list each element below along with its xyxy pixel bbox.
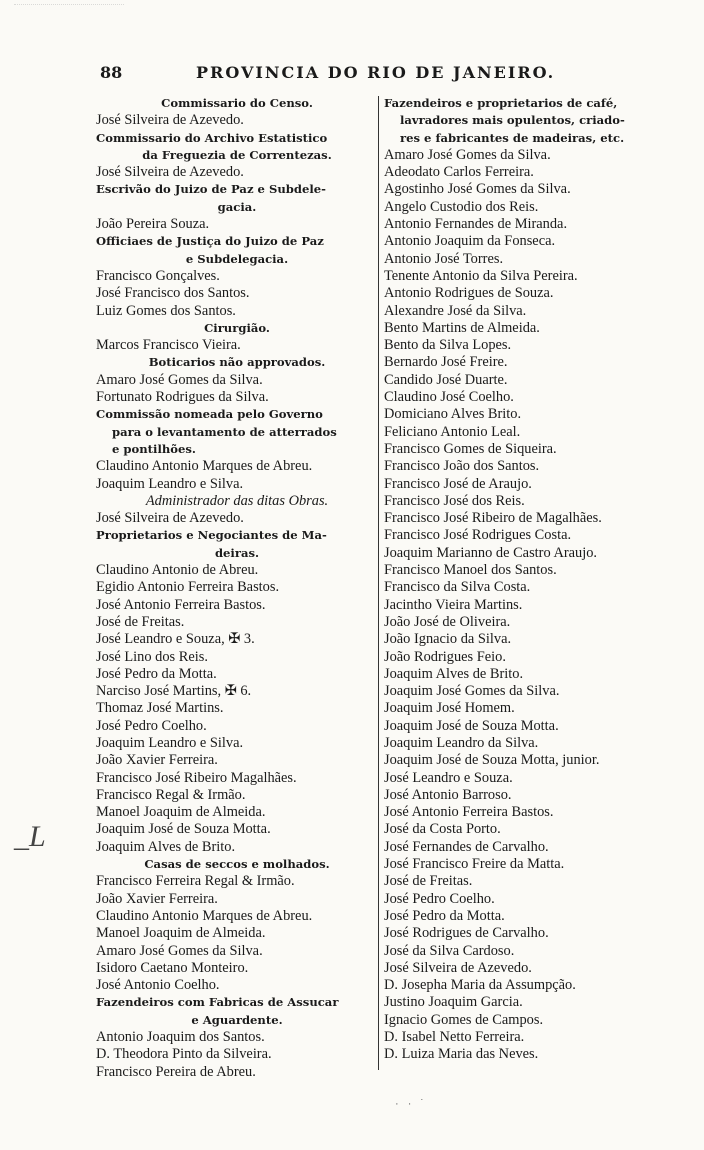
list-entry: José Francisco Freire da Matta.	[384, 856, 565, 873]
list-entry: Amaro José Gomes da Silva.	[96, 942, 263, 959]
list-entry: José Pedro Coelho.	[384, 890, 495, 907]
section-heading: deiras.	[214, 545, 260, 560]
list-entry: Francisco Gomes de Siqueira.	[384, 440, 557, 457]
list-entry: Joaquim Marianno de Castro Araujo.	[384, 544, 598, 561]
list-entry: Alexandre José da Silva.	[384, 302, 527, 319]
list-entry: Francisco José Rodrigues Costa.	[384, 527, 572, 544]
section-heading: Boticarios não approvados.	[148, 355, 326, 370]
list-entry: José Pedro da Motta.	[96, 665, 217, 682]
list-entry: Claudino Antonio de Abreu.	[96, 562, 259, 579]
list-entry: D. Isabel Netto Ferreira.	[384, 1029, 525, 1046]
scan-artifact-footer: · · ˙	[395, 1098, 428, 1110]
section-heading: res e fabricantes de madeiras, etc.	[400, 130, 625, 145]
section-heading: Commissario do Archivo Estatistico	[96, 130, 328, 145]
section-heading: Fazendeiros com Fabricas de Assucar	[96, 995, 339, 1010]
list-entry: Amaro José Gomes da Silva.	[96, 371, 263, 388]
list-entry: Justino Joaquim Garcia.	[384, 994, 523, 1011]
list-entry: Claudino José Coelho.	[384, 389, 514, 406]
section-heading: lavradores mais opulentos, criado-	[400, 113, 625, 128]
list-entry: João Rodrigues Feio.	[384, 648, 506, 665]
list-entry: Manoel Joaquim de Almeida.	[96, 804, 266, 821]
list-entry: D. Josepha Maria da Assumpção.	[384, 977, 576, 994]
list-entry: Francisco Ferreira Regal & Irmão.	[96, 873, 295, 890]
page-header	[96, 63, 666, 85]
list-entry: Adeodato Carlos Ferreira.	[384, 164, 534, 181]
list-entry: José Antonio Barroso.	[384, 786, 512, 803]
list-entry: Bento da Silva Lopes.	[384, 337, 512, 354]
page-number: 88	[100, 63, 123, 82]
section-heading: Proprietarios e Negociantes de Ma-	[96, 528, 327, 543]
right-column	[384, 95, 662, 1064]
list-entry: Luiz Gomes dos Santos.	[96, 302, 236, 319]
section-heading: Fazendeiros e proprietarios de café,	[384, 96, 618, 110]
section-heading: e Aguardente.	[191, 1012, 283, 1027]
list-entry: José da Silva Cardoso.	[384, 942, 515, 959]
list-entry: Francisco José Ribeiro de Magalhães.	[384, 510, 602, 527]
list-entry: Domiciano Alves Brito.	[384, 406, 522, 423]
section-heading: gacia.	[217, 199, 257, 214]
list-entry: Joaquim José de Souza Motta, junior.	[384, 752, 600, 769]
list-entry: Jacintho Vieira Martins.	[384, 596, 523, 613]
list-entry: José Antonio Ferreira Bastos.	[384, 804, 554, 821]
section-heading: Cirurgião.	[204, 320, 270, 335]
list-entry: Joaquim Leandro da Silva.	[384, 734, 539, 751]
section-heading: da Freguezia de Correntezas.	[142, 147, 332, 162]
list-entry: Joaquim Alves de Brito.	[96, 838, 236, 855]
list-entry: Ignacio Gomes de Campos.	[384, 1011, 544, 1028]
list-entry: Feliciano Antonio Leal.	[384, 423, 521, 440]
list-entry: Narciso José Martins, ✠ 6.	[96, 683, 252, 700]
list-entry: Joaquim José de Souza Motta.	[96, 821, 271, 838]
list-entry: José Francisco dos Santos.	[96, 285, 250, 302]
list-entry: José Silveira de Azevedo.	[384, 959, 532, 976]
list-entry: José Lino dos Reis.	[96, 648, 208, 665]
list-entry: Claudino Antonio Marques de Abreu.	[96, 907, 313, 924]
list-entry: Antonio Rodrigues de Souza.	[384, 285, 554, 302]
list-entry: Fortunato Rodrigues da Silva.	[96, 389, 269, 406]
list-entry: Angelo Custodio dos Reis.	[384, 198, 539, 215]
list-entry: Francisco Regal & Irmão.	[96, 786, 246, 803]
list-entry: João Xavier Ferreira.	[96, 752, 218, 769]
list-entry: Bernardo José Freire.	[384, 354, 508, 371]
list-entry: Tenente Antonio da Silva Pereira.	[384, 267, 578, 284]
list-entry: José Silveira de Azevedo.	[96, 510, 244, 527]
list-entry: Francisco José de Araujo.	[384, 475, 532, 492]
list-entry: Antonio José Torres.	[384, 250, 504, 267]
list-entry: Antonio Joaquim dos Santos.	[96, 1029, 265, 1046]
margin-mark: _L	[14, 820, 46, 853]
list-entry: José Pedro da Motta.	[384, 907, 505, 924]
list-entry: Joaquim Leandro e Silva.	[96, 475, 244, 492]
list-entry: Joaquim Leandro e Silva.	[96, 734, 244, 751]
list-entry: José Silveira de Azevedo.	[96, 164, 244, 181]
list-entry: José Pedro Coelho.	[96, 717, 207, 734]
list-entry: Manoel Joaquim de Almeida.	[96, 925, 266, 942]
list-entry: José Leandro e Souza.	[384, 769, 513, 786]
column-divider	[378, 96, 379, 1070]
list-entry: Francisco Gonçalves.	[96, 267, 220, 284]
scan-artifact	[14, 4, 124, 19]
list-entry: José Fernandes de Carvalho.	[384, 838, 549, 855]
list-entry: Joaquim José de Souza Motta.	[384, 717, 559, 734]
list-entry: José da Costa Porto.	[384, 821, 501, 838]
list-entry: Claudino Antonio Marques de Abreu.	[96, 458, 313, 475]
list-entry: Francisco José dos Reis.	[384, 492, 525, 509]
list-entry: João Pereira Souza.	[96, 216, 210, 233]
list-entry: José Leandro e Souza, ✠ 3.	[96, 631, 255, 648]
list-entry: José Antonio Ferreira Bastos.	[96, 596, 266, 613]
list-entry: Francisco Pereira de Abreu.	[96, 1063, 256, 1080]
list-entry: Candido José Duarte.	[384, 371, 508, 388]
list-entry: Amaro José Gomes da Silva.	[384, 146, 551, 163]
section-heading: para o levantamento de atterrados	[112, 424, 337, 439]
list-entry: José Silveira de Azevedo.	[96, 112, 244, 129]
list-entry: José Antonio Coelho.	[96, 977, 220, 994]
section-heading: e pontilhões.	[112, 441, 196, 456]
list-entry: Joaquim José Homem.	[384, 700, 515, 717]
list-entry: João Ignacio da Silva.	[384, 631, 512, 648]
list-entry: Francisco da Silva Costa.	[384, 579, 531, 596]
list-entry: Francisco José Ribeiro Magalhães.	[96, 769, 297, 786]
list-entry: Joaquim José Gomes da Silva.	[384, 683, 560, 700]
list-entry: João José de Oliveira.	[384, 613, 511, 630]
list-entry: D. Luiza Maria das Neves.	[384, 1046, 539, 1063]
list-entry: José de Freitas.	[96, 613, 185, 630]
section-heading: e Subdelegacia.	[185, 251, 289, 266]
left-column	[96, 95, 378, 1081]
list-entry: João Xavier Ferreira.	[96, 890, 218, 907]
running-title: PROVINCIA DO RIO DE JANEIRO.	[196, 63, 556, 82]
list-entry: Isidoro Caetano Monteiro.	[96, 959, 249, 976]
list-entry: D. Theodora Pinto da Silveira.	[96, 1046, 272, 1063]
section-heading: Commissão nomeada pelo Governo	[96, 407, 323, 422]
list-entry: José de Freitas.	[384, 873, 473, 890]
list-entry: Egidio Antonio Ferreira Bastos.	[96, 579, 280, 596]
list-entry: Francisco Manoel dos Santos.	[384, 562, 557, 579]
list-entry: Thomaz José Martins.	[96, 700, 224, 717]
list-entry: Marcos Francisco Vieira.	[96, 337, 241, 354]
section-heading: Casas de seccos e molhados.	[144, 857, 330, 872]
list-entry: Administrador das ditas Obras.	[145, 492, 329, 509]
list-entry: José Rodrigues de Carvalho.	[384, 925, 549, 942]
section-heading: Commissario do Censo.	[161, 96, 313, 110]
list-entry: Antonio Fernandes de Miranda.	[384, 216, 568, 233]
list-entry: Joaquim Alves de Brito.	[384, 665, 524, 682]
list-entry: Agostinho José Gomes da Silva.	[384, 181, 571, 198]
list-entry: Antonio Joaquim da Fonseca.	[384, 233, 556, 250]
section-heading: Officiaes de Justiça do Juizo de Paz	[96, 234, 324, 249]
list-entry: Bento Martins de Almeida.	[384, 319, 540, 336]
section-heading: Escrivão do Juizo de Paz e Subdele-	[96, 182, 326, 197]
list-entry: Francisco João dos Santos.	[384, 458, 540, 475]
